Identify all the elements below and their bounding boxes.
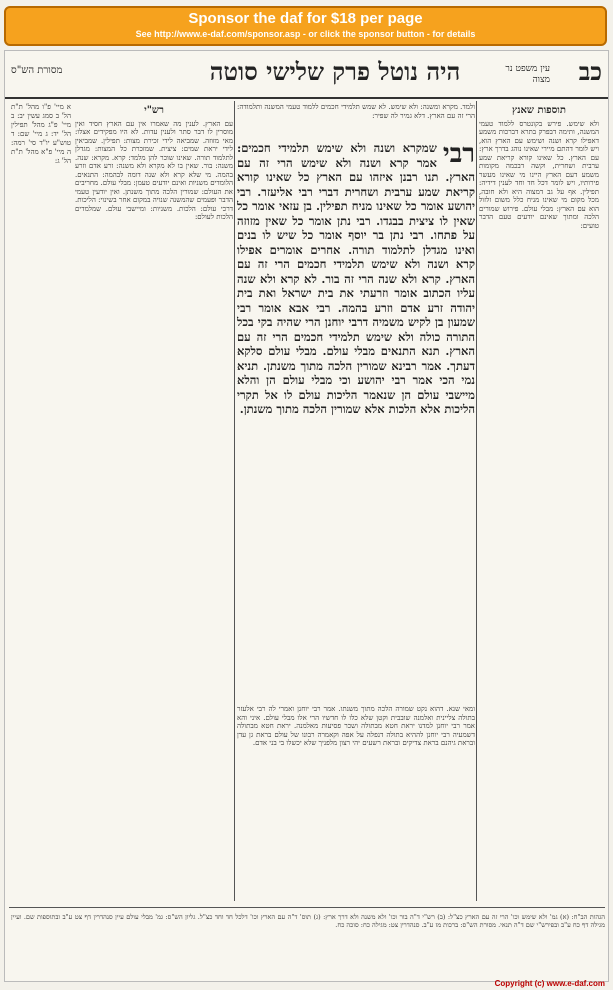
- gemara-continuation: [237, 705, 475, 885]
- gemara-continuation-text: ומאי שנא. דהוא נקט שמורה הלכה מתוך משנתו. אמר רבי יוחנן ואמרי לה רבי אלעזר בתולה צליינית ואלמנה שובבית וקטן שלא כלו לו חדשיו הרי אלו מבלי עולם. איני והא אמר רבי יוחנן למדנו יראת חטא מבתולה ושכר פסיעות מאלמנה. יראת חטא מבתולה דשמעיה רבי יוחנן לההיא בתולה דנפלה על אפה וקאמרה רבונו של עולם בראת גן עדן ובראת גיהנם בראת צדיקים ובראת רשעים יהי רצון מלפניך שלא יכשלו בי בני אדם.: [237, 705, 475, 747]
- tosafot-heading: תוספות שאנץ: [512, 105, 566, 116]
- sponsor-subtitle[interactable]: See http://www.e-daf.com/sponsor.asp - or click the sponsor button - for details: [135, 29, 476, 39]
- top-commentary: [237, 103, 475, 139]
- copyright-link[interactable]: Copyright (c) www.e-daf.com: [494, 979, 605, 988]
- gemara-main-text: [237, 141, 475, 701]
- column-divider-left: [234, 101, 235, 901]
- rashi-column: [75, 103, 233, 963]
- ein-mishpat-column: [11, 103, 71, 903]
- tosafot-column: [479, 103, 599, 963]
- talmud-page: [4, 50, 609, 982]
- sponsor-title[interactable]: Sponsor the daf for $18 per page: [188, 10, 423, 27]
- rashi-heading: רש"י: [144, 105, 164, 116]
- bottom-notes-text: הגהות הב"ח: (א) גמ' ולא שימש וכו' הרי זה עם הארץ כצ"ל: (ב) רש"י ד"ה בור וכו' ולא משנה ולא דרך ארץ: (ג) תוס' ד"ה עם הארץ וכו' דלכל חד וחד כצ"ל. גליון הש"ס: גמ' מבלי עולם עיין סנהדרין דף צט ע"ב ובתוספות שם. ועיין מגילה דף כח ע"ב ובפירש"י שם ד"ה תנאי. מסורת הש"ס: ברכות מז ע"ב. סנהדרין צט: מגילה כח: סוכה כח.: [11, 913, 605, 929]
- rashi-text: עם הארץ. לענין מה שאמרו אין עם הארץ חסיד ואין מוסרין לו דבר סתר ולענין עדות. לא היו מפקידים אצלו: מאי מזוזה. שמביאה לידי זכירת מצות: תפילין. שמביאין לידי יראת שמים: ציצית. שמזכרת כל המצות: מגדלן לתלמוד תורה. שאינו שוכר להן מלמד: קרא. מקרא: שנה. משנה: בור. שאין בו לא מקרא ולא משנה: זרע אדם וזרע בהמה. מי שלא קרא ולא שנה דומה לבהמה: התנאים. הלומדים משניות ואינם יודעים טעמן: מבלי עולם. מחריבים את העולם: שמורין הלכה מתוך משנתן. ואין יודעין טעמי הדבר ופעמים שהמשנה שנויה במקום אחר בשינוי: הליכות. דרכי עולם: הלכות. משניות: ומיישבי עולם. שמלמדים הלכות לעולם:: [75, 119, 233, 221]
- opening-word: רבי: [442, 141, 475, 169]
- ein-mishpat-label: עין משפט נר מצוה: [505, 64, 550, 85]
- column-divider-right: [476, 101, 477, 901]
- tosafot-text: ולא שימש. פירש בקונטרס ללמוד טעמי המשנה, ותימה דבפרק בתרא דברכות משמע דאפילו קרא ושנה ושימש עם הארץ הוא, ויש לומר דהתם מיירי שאינו נוהג בדרך ארץ: עם הארץ. כל שאינו קורא קריאת שמע ערבית ושחרית, וקשה דבכמה מקומות משמע דעם הארץ היינו מי שאינו מעשר פירותיו, ויש לומר דכל חד וחד לענין דידיה: תפילין. אף על גב דמצוה היא ולא חובה, מכל מקום מי שאינו מניח כלל משום זלזול הוא עם הארץ: מבלי עולם. פירוש שמורים הלכה ומתוך שאינם יודעים טעם הדבר טועים:: [479, 119, 599, 230]
- gemara-body: שמקרא ושנה ולא שימש תלמידי חכמים: אמר קרא ושנה ולא שימש הרי זה עם הארץ. תנו רבנן איזהו עם הארץ כל שאינו קורא קריאת שמע ערבית ושחרית דברי רבי אליעזר. רבי יהושע אומר כל שאינו מניח תפילין. בן עזאי אומר כל שאין לו ציצית בבגדו. רבי נתן אומר כל שאין מזוזה על פתחו. רבי נתן בר יוסף אומר כל שיש לו בנים ואינו מגדלן לתלמוד תורה. אחרים אומרים אפילו קרא ושנה ולא שימש תלמידי חכמים הרי זה עם הארץ. קרא ולא שנה הרי זה בור. לא קרא ולא שנה עליו הכתוב אומר וזרעתי את בית ישראל ואת בית יהודה זרע אדם וזרע בהמה. רבי אבא אומר רבי שמעון בן לקיש משמיה דרבי יוחנן הרי שהיה בקי בכל התורה כולה ולא שימש תלמידי חכמים הרי זה עם הארץ. תנא התנאים מבלי עולם. מבלי עולם סלקא דעתך. אמר רבינא שמורין הלכה מתוך משנתן. תניא נמי הכי אמר רבי יהושע וכי מבלי עולם הן והלא מיישבי עולם הן שנאמר הליכות עולם לו אל תקרי הליכות אלא הלכות אלא שמורין הלכה מתוך משנתן.: [237, 141, 475, 416]
- masoret-hashas-label: מסורת הש"ס: [11, 65, 63, 76]
- bottom-notes: [11, 913, 605, 971]
- chapter-title: היה נוטל פרק שלישי סוטה: [209, 57, 461, 86]
- sponsor-banner[interactable]: [4, 6, 607, 46]
- page-header: [5, 57, 608, 99]
- daf-number: כב: [578, 57, 602, 86]
- top-commentary-text: ולמד. מקרא ומשנה: ולא שימש. לא שמש תלמידי חכמים ללמוד טעמי המשנה ותלמודה: הרי זה עם הארץ. דלא גמיר לה שפיר:: [237, 103, 475, 120]
- ein-mishpat-text: א מיי' פ"ו מהל' ת"ת הל' ב סמג עשין יב: ב מיי' פ"ג מהל' תפילין הל' יד: ג מיי' שם: ד טוש"ע יו"ד סי' רמה: ה מיי' פ"א מהל' ת"ת הל' ג:: [11, 103, 71, 165]
